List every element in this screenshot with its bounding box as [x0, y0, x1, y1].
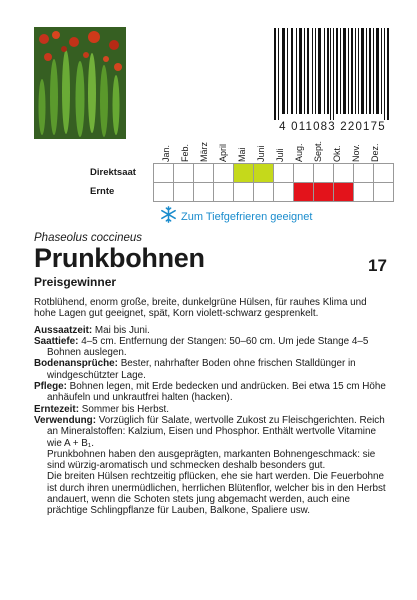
month-label: Jan. [161, 144, 171, 162]
barcode [274, 28, 390, 120]
product-photo [34, 27, 126, 139]
calendar-cell [333, 163, 354, 183]
calendar-cell-active [253, 163, 274, 183]
calendar-cell-active [293, 182, 314, 202]
product-title: Prunkbohnen [34, 243, 205, 273]
pflege-line: Pflege: Bohnen legen, mit Erde bedecken und andrücken. Bei etwa 15 cm Höhe anhäufeln und unkrautfrei halten (hacken). [34, 381, 386, 404]
calendar-cell [253, 182, 274, 202]
calendar-cell-active [313, 182, 334, 202]
snowflake-icon [160, 206, 177, 228]
saattiefe-line: Saattiefe: 4–5 cm. Entfernung der Stangen: 50–60 cm. Um jede Stange 4–5 Bohnen auslegen. [34, 335, 369, 359]
calendar-cell-active [233, 163, 254, 183]
bodenansprueche-line: Bodenansprüche: Bester, nahrhafter Boden ohne frischen Stalldünger in windgeschützter Lage. [34, 358, 356, 381]
month-label: Juni [256, 145, 266, 162]
calendar-cell [173, 182, 194, 202]
month-label: Sept. [313, 140, 323, 162]
calendar-cell [313, 163, 334, 183]
calendar-cell [213, 163, 234, 183]
month-label: Feb. [180, 143, 190, 162]
calendar-cell [353, 182, 374, 202]
calendar-cell [193, 163, 214, 183]
paragraph-3: Die breiten Hülsen rechtzeitig pflücken, ehe sie hart werden. Die Feuerbohne ist durch ihren unermüdlichen, herrlichen Blütenflor, welcher bis in den Herbst andauert, wenn die Schoten stets jung abgemacht werden, auch eine prächtige Schlingpflanze für Lauben, Balkone, Spaliere usw. [47, 471, 386, 517]
product-subtitle: Preisgewinner [34, 275, 117, 289]
calendar-cell [153, 163, 174, 183]
calendar-cell [173, 163, 194, 183]
freeze-note [160, 206, 312, 228]
month-label: Okt. [332, 145, 342, 162]
latin-name: Phaseolus coccineus [34, 232, 143, 244]
calendar-cell [353, 163, 374, 183]
erntezeit-line: Erntezeit: Sommer bis Herbst. [34, 403, 169, 415]
month-label: Mai [237, 147, 247, 162]
calendar-cell [293, 163, 314, 183]
calendar-cell [233, 182, 254, 202]
verwendung-line: Verwendung: Vorzüglich für Salate, wertvolle Zukost zu Fleischgerichten. Reich an Mineralstoffen: Kalzium, Eisen und Phosphor. Enthält wertvolle Vitamine wie A + B₁. [34, 414, 385, 449]
paragraph-2: Prunkbohnen haben den ausgeprägten, markanten Bohnengeschmack: sie sind würzig-aromatisch und schmecken deshalb besonders gut. [47, 448, 376, 472]
calendar-cell [273, 182, 294, 202]
month-label: Aug. [294, 143, 304, 162]
month-label: Dez. [370, 143, 380, 162]
calendar-cell [193, 182, 214, 202]
product-number: 17 [368, 256, 387, 275]
month-label: Nov. [351, 144, 361, 162]
calendar-cell-active [333, 182, 354, 202]
direktsaat-row [154, 163, 394, 181]
barcode-number: 4 011083 220175 [279, 121, 386, 133]
month-label: Juli [275, 148, 285, 162]
ernte-label: Ernte [90, 186, 115, 197]
description-body [34, 297, 388, 517]
freeze-text: Zum Tiefgefrieren geeignet [181, 211, 313, 223]
description: Rotblühend, enorm große, breite, dunkelgrüne Hülsen, für rauhes Klima und hohe Lagen gut geeignet, spät, Korn violett-schwarz gesprenkelt. [34, 297, 367, 320]
month-label: März [199, 142, 209, 162]
calendar-cell [153, 182, 174, 202]
month-label: April [218, 143, 228, 162]
direktsaat-label: Direktsaat [90, 167, 136, 178]
ernte-row [154, 182, 394, 200]
aussaatzeit-line: Aussaatzeit: Mai bis Juni. [34, 324, 150, 336]
calendar-cell [213, 182, 234, 202]
calendar-cell [273, 163, 294, 183]
calendar-cell [373, 182, 394, 202]
calendar-cell [373, 163, 394, 183]
